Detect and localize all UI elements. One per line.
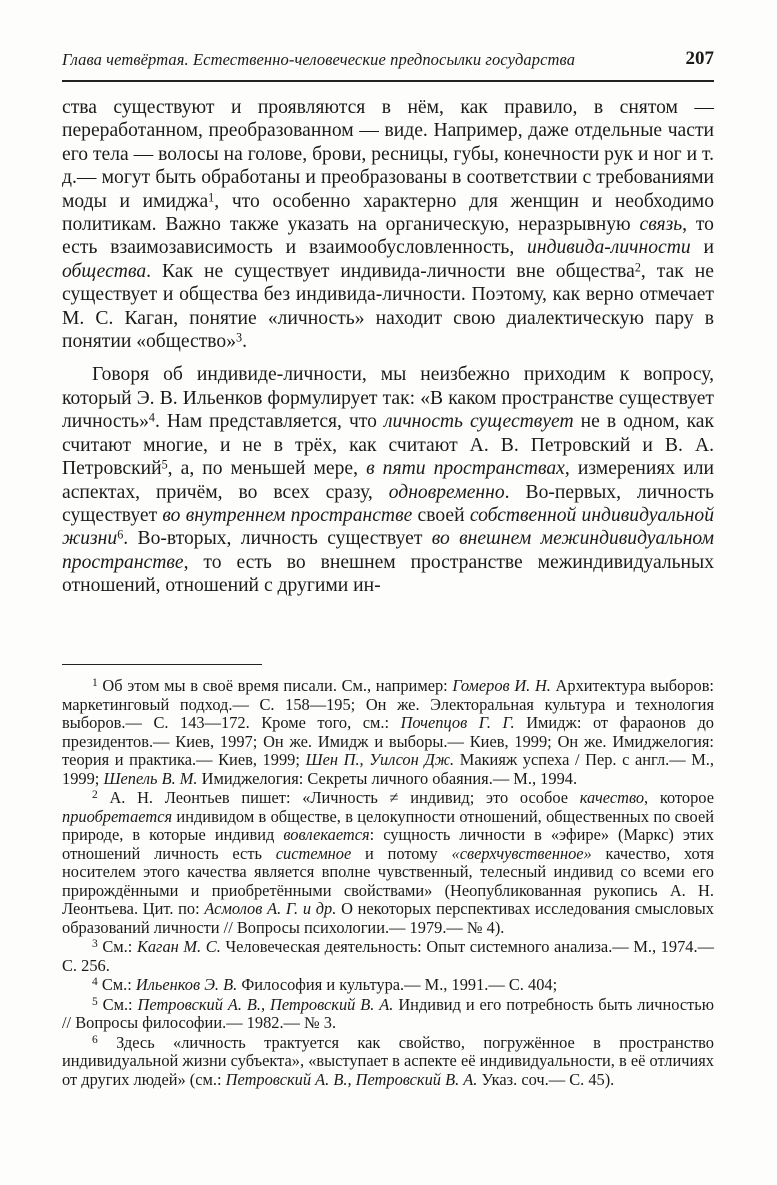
italic-text: личность существует	[383, 411, 574, 433]
header-rule	[62, 80, 714, 82]
text-run: См.:	[97, 975, 136, 994]
text-run: Архитектура выборов: маркетинговый подход.— С. 158—195; Он же. Электоральная культура и технология выборов.— С. 143—172. Кроме того, см.:	[62, 676, 719, 732]
footnote-mark: 3	[236, 330, 243, 345]
italic-text: в пяти пространствах	[366, 458, 565, 480]
text-run: . Во-вторых, личность существует	[123, 528, 432, 550]
text-run: и потому	[351, 843, 452, 863]
text-run: , то есть во внешнем пространстве межиндивидуальных отношений, отношений с другими ин-	[62, 551, 719, 597]
text-run: , измерениях или аспектах, причём, во всех сразу,	[62, 458, 719, 503]
italic-text: связь	[639, 214, 683, 236]
text-run: , то есть взаимозависимость и взаимообусловленность,	[62, 214, 719, 259]
text-run: О некоторых перспективах исследования смысловых образований личности // Вопросы психологии.— 1979.— № 4).	[62, 899, 719, 937]
text-run: , что особенно характерно для женщин и необходимо политикам. Важно также указать на органическую, неразрывную	[62, 190, 719, 236]
text-run: Макияж успеха / Пер. с англ.— М., 1999;	[62, 750, 719, 788]
footnote-mark: 2	[634, 260, 641, 275]
footnote	[62, 788, 719, 937]
text-run: Имидж: от фараонов до президентов.— Киев, 1997; Он же. Имидж и выборы.— Киев, 1999; Он же. Имиджелогия: теория и практика.— Киев, 1999;	[62, 713, 719, 769]
italic-text: Петровский А. В., Петровский В. А.	[137, 994, 394, 1014]
italic-text: Почепцов Г. Г.	[400, 713, 515, 732]
footnote	[62, 937, 719, 975]
italic-text: Петровский А. В., Петровский В. А.	[225, 1069, 478, 1089]
text-run: , а, по меньшей мере,	[167, 458, 367, 480]
footnote-mark: 5	[92, 995, 98, 1008]
footnote-separator	[62, 664, 262, 665]
running-head: Глава четвёртая. Естественно-человеческие предпосылки государства	[62, 50, 576, 69]
footnote-mark: 1	[92, 676, 98, 689]
text-run: . Во-первых, личность существует	[62, 481, 719, 526]
body-paragraph	[62, 96, 719, 353]
text-run: не в одном, как считают многие, и не в трёх, как считают А. В. Петровский и В. А. Петровский	[62, 411, 719, 480]
main-text	[62, 96, 719, 598]
footnotes	[62, 676, 719, 1090]
text-run: См.:	[97, 994, 138, 1014]
footnote-mark: 4	[92, 975, 98, 988]
text-run: своей	[412, 504, 470, 526]
footnote	[62, 994, 719, 1033]
page-header	[62, 50, 714, 76]
text-run: качество, хотя носителем этого качества является вполне чувственный, телесный индивид со всеми его прирождёнными и приобретёнными свойствами» (Неопубликованная рукопись А. Н. Леонтьева. Цит. по:	[62, 843, 719, 918]
text-run: . Нам представляется, что	[154, 411, 384, 433]
text-run: Говоря об индивиде-личности, мы неизбежно приходим к вопросу, который Э. В. Ильенков формулирует так: «В каком пространстве существует личность»	[62, 364, 719, 433]
text-run: . Как не существует индивида-личности вне общества	[146, 260, 635, 282]
italic-text: Шепель В. М.	[103, 768, 198, 788]
italic-text: Асмолов А. Г. и др.	[204, 899, 337, 918]
text-run: Имиджелогия: Секреты личного обаяния.— М., 1994.	[197, 768, 578, 788]
italic-text: Каган М. С.	[136, 937, 221, 956]
text-run: А. Н. Леонтьев пишет: «Личность ≠ индивид; это особое	[97, 788, 580, 807]
italic-text: Шен П., Уилсон Дж.	[305, 750, 455, 769]
text-run: Здесь «личность трактуется как свойство, погружённое в пространство индивидуальной жизни субъекта», «выступает в аспекте её индивидуальности, в её отличиях от других людей» (см.:	[62, 1032, 719, 1089]
italic-text: одновременно	[388, 481, 505, 503]
text-run: ства существуют и проявляются в нём, как правило, в снятом — переработанном, преобразованном — виде. Например, даже отдельные части его тела — волосы на голове, брови, ресницы, губы, конечности рук и ног и т. д.— могут быть обработаны и преобразованы в соответствии с требованиями моды и имиджа	[62, 97, 719, 212]
footnote-mark: 6	[117, 527, 124, 542]
footnote	[62, 676, 719, 788]
italic-text: системное	[275, 843, 352, 863]
text-run: индивидом в обществе, в целокупности отношений, общественных по своей природе, в которые индивид	[62, 806, 719, 844]
footnote-mark: 6	[92, 1033, 98, 1046]
italic-text: Гомеров И. Н.	[452, 676, 551, 695]
footnote-mark: 1	[208, 190, 215, 205]
text-run: См.:	[97, 937, 137, 956]
italic-text: качество	[579, 788, 645, 807]
body-paragraph	[62, 363, 719, 597]
footnote	[62, 976, 714, 995]
italic-text: Ильенков Э. В.	[135, 975, 238, 994]
text-run: и	[690, 237, 719, 259]
text-run: Философия и культура.— М., 1991.— С. 404;	[237, 975, 558, 994]
text-run: : сущность личности в «эфире» (Маркс) этих отношений личность есть	[62, 825, 719, 863]
text-run: Указ. соч.— С. 45).	[477, 1069, 615, 1089]
text-run: Индивид и его потребность быть личностью // Вопросы философии.— 1982.— № 3.	[62, 994, 719, 1032]
footnote-mark: 3	[92, 937, 98, 950]
italic-text: индивида-личности	[527, 237, 691, 259]
italic-text: во внутреннем пространстве	[162, 504, 413, 526]
footnote-mark: 5	[161, 457, 168, 472]
italic-text: «сверхчувственное»	[451, 843, 592, 863]
footnote-mark: 4	[148, 410, 155, 425]
footnote-mark: 2	[92, 788, 98, 801]
text-run: .	[242, 331, 248, 353]
italic-text: во внешнем межиндивидуальном пространстве	[62, 528, 719, 573]
text-run: , так не существует и общества без индивида-личности. Поэтому, как верно отмечает М. С. Каган, понятие «личность» находит свою диалектическую пару в понятии «общество»	[62, 260, 719, 353]
text-run: , которое	[644, 788, 719, 807]
footnote	[62, 1032, 719, 1090]
text-run: Человеческая деятельность: Опыт системного анализа.— М., 1974.— С. 256.	[62, 937, 719, 975]
italic-text: собственной индивидуальной жизни	[62, 504, 719, 550]
italic-text: общества	[62, 260, 147, 282]
page-number: 207	[685, 48, 714, 69]
text-run: Об этом мы в своё время писали. См., например:	[97, 676, 453, 695]
italic-text: вовлекается	[283, 825, 370, 844]
italic-text: приобретается	[62, 806, 173, 826]
